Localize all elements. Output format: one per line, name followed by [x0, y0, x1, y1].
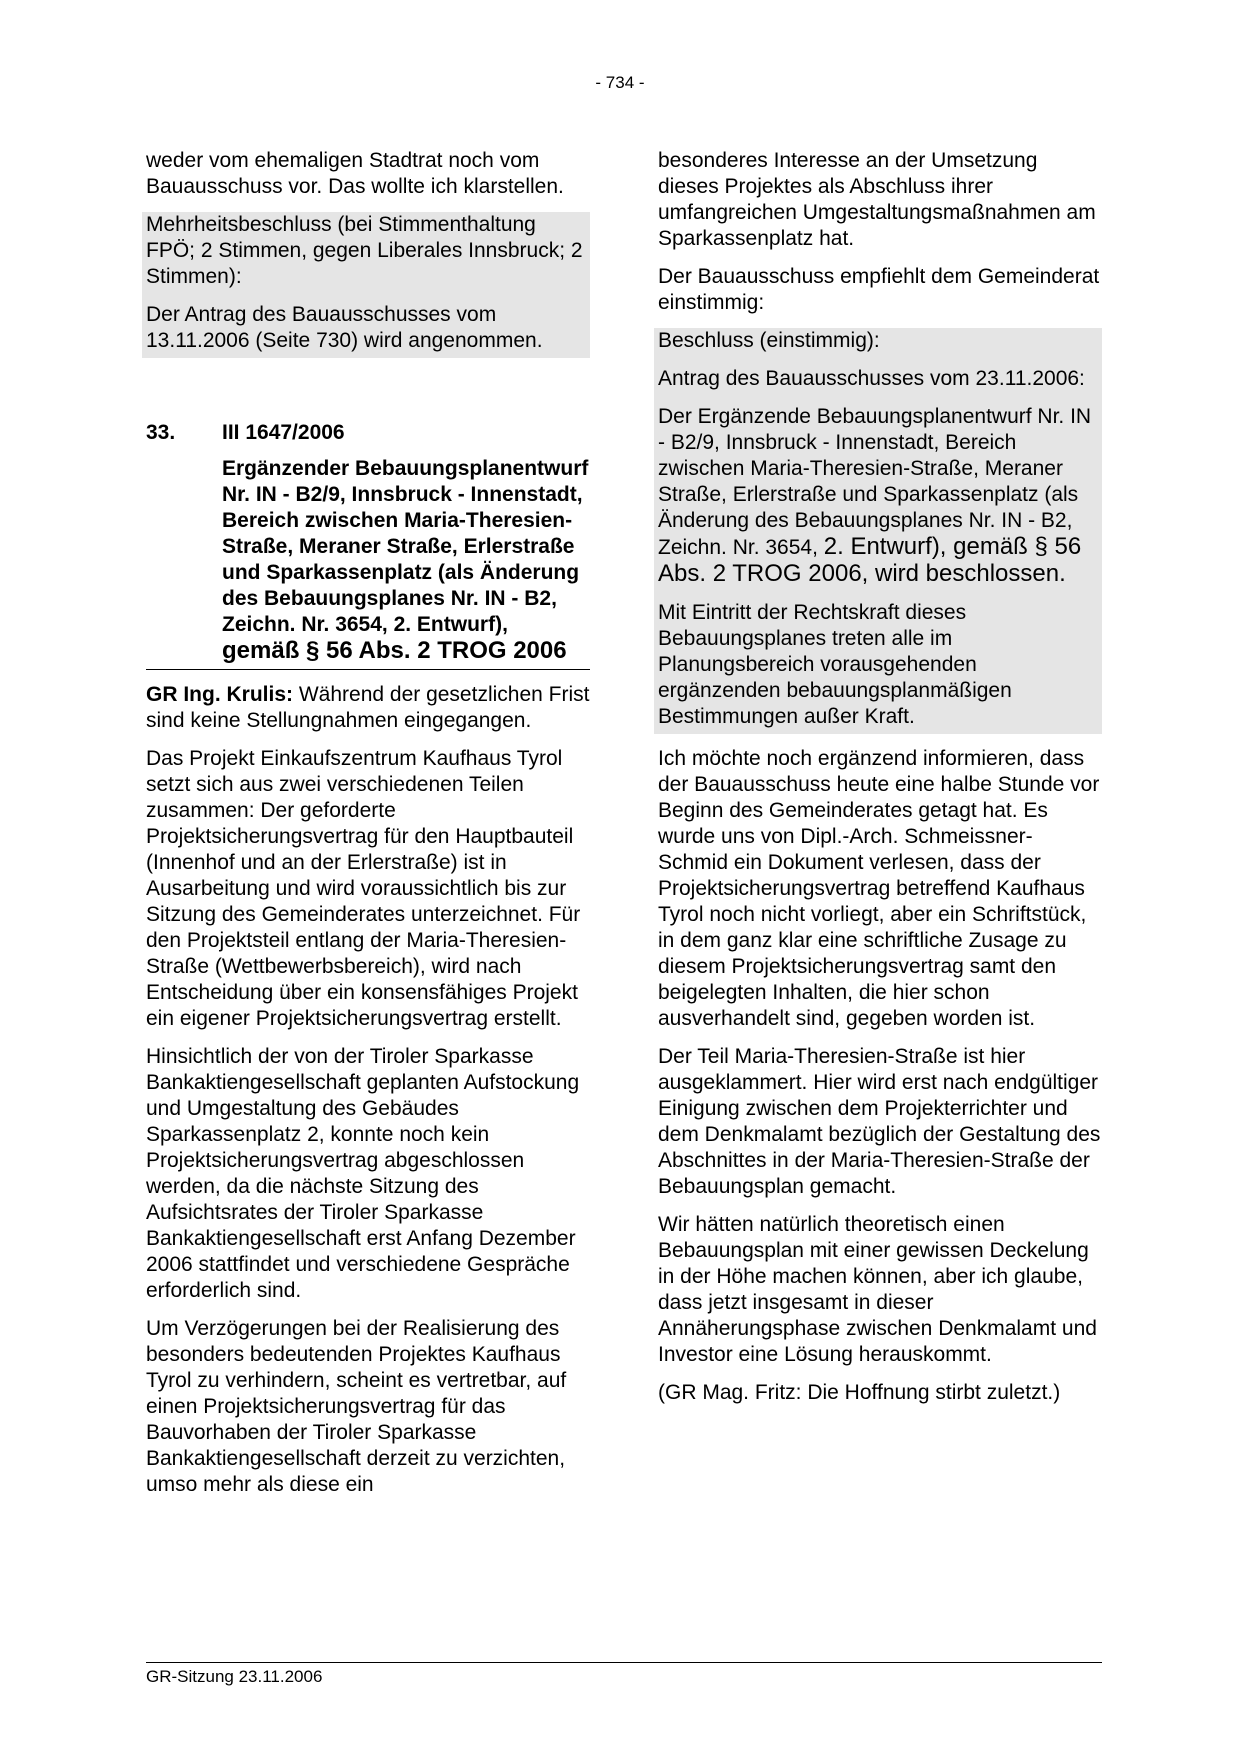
right-column — [658, 148, 1102, 1418]
agenda-code: III 1647/2006 — [222, 421, 345, 444]
decision-motion: Antrag des Bauausschusses vom 23.11.2006: — [658, 367, 1085, 390]
agenda-title — [222, 456, 590, 669]
decision-box — [654, 328, 1102, 734]
footer-session: GR-Sitzung 23.11.2006 — [146, 1667, 323, 1686]
agenda-title-main: Ergänzender Bebauungsplanentwurf Nr. IN - B2/9, Innsbruck - Innenstadt, Bereich zwischen Maria-Theresien-Straße, Meraner Straße, Erlerstraße und Sparkassenplatz (als Änderung des Bebauungsplanes Nr. IN - B2, Zeichn. Nr. 3654, 2. Entwurf), — [222, 457, 589, 636]
paragraph: Ich möchte noch ergänzend informieren, dass der Bauausschuss heute eine halbe Stunde vor Beginn des Gemeinderates getagt hat. Es wurde uns von Dipl.-Arch. Schmeissner-Schmid ein Dokument verlesen, dass der Projektsicherungsvertrag betreffend Kaufhaus Tyrol noch nicht vorliegt, aber ein Schriftstück, in dem ganz klar eine schriftliche Zusage zu diesem Projektsicherungsvertrag samt den beigelegten Inhalten, die hier schon ausverhandelt sind, gegeben worden ist. — [658, 747, 1100, 1030]
speaker-name: GR Ing. Krulis: — [146, 683, 293, 706]
resolution-box — [142, 212, 590, 358]
agenda-title-block — [146, 456, 590, 670]
paragraph: Der Teil Maria-Theresien-Straße ist hier ausgeklammert. Hier wird erst nach endgültiger Einigung zwischen dem Projekterrichter und dem Denkmalamt bezüglich der Gestaltung des Abschnittes in der Maria-Theresien-Straße der Bebauungsplan gemacht. — [658, 1045, 1101, 1198]
resolution-vote: Mehrheitsbeschluss (bei Stimmenthaltung FPÖ; 2 Stimmen, gegen Liberales Innsbruck; 2 Stimmen): — [146, 213, 583, 288]
decision-heading: Beschluss (einstimmig): — [658, 329, 880, 352]
paragraph: Der Bauausschuss empfiehlt dem Gemeinderat einstimmig: — [658, 265, 1100, 314]
agenda-number: 33. — [146, 421, 176, 444]
agenda-title-tail: gemäß § 56 Abs. 2 TROG 2006 — [222, 637, 567, 664]
paragraph: Wir hätten natürlich theoretisch einen Bebauungsplan mit einer gewissen Deckelung in der Höhe machen können, aber ich glaube, dass jetzt insgesamt in dieser Annäherungsphase zwischen Denkmalamt und Investor eine Lösung herauskommt. — [658, 1213, 1097, 1366]
left-column — [146, 148, 590, 1510]
speaker-text: Während der gesetzlichen Frist sind keine Stellungnahmen eingegangen. — [146, 683, 590, 732]
paragraph: weder vom ehemaligen Stadtrat noch vom Bauausschuss vor. Das wollte ich klarstellen. — [146, 149, 564, 198]
agenda-item-header — [146, 420, 590, 446]
decision-text-tail: 2. Entwurf), gemäß § 56 Abs. 2 TROG 2006, wird beschlossen. — [658, 533, 1082, 587]
decision-text — [658, 404, 1098, 600]
resolution-text: Der Antrag des Bauausschusses vom 13.11.2006 (Seite 730) wird angenommen. — [146, 303, 543, 352]
paragraph: Das Projekt Einkaufszentrum Kaufhaus Tyrol setzt sich aus zwei verschiedenen Teilen zusammen: Der geforderte Projektsicherungsvertrag für den Hauptbauteil (Innenhof und an der Erlerstraße) ist in Ausarbeitung und wird voraussichtlich bis zur Sitzung des Gemeinderates unterzeichnet. Für den Projektsteil entlang der Maria-Theresien-Straße (Wettbewerbsbereich), wird nach Entscheidung über ein konsensfähiges Projekt ein eigener Projektsicherungsvertrag erstellt. — [146, 747, 581, 1030]
paragraph: Um Verzögerungen bei der Realisierung des besonders bedeutenden Projektes Kaufhaus Tyrol zu verhindern, scheint es vertretbar, auf einen Projektsicherungsvertrag für das Bauvorhaben der Tiroler Sparkasse Bankaktiengesellschaft derzeit zu verzichten, umso mehr als diese ein — [146, 1317, 567, 1496]
page-number: - 734 - — [595, 73, 645, 92]
footer-divider — [146, 1662, 1102, 1663]
paragraph: Hinsichtlich der von der Tiroler Sparkasse Bankaktiengesellschaft geplanten Aufstockung und Umgestaltung des Gebäudes Sparkassenplatz 2, konnte noch kein Projektsicherungsvertrag abgeschlossen werden, da die nächste Sitzung des Aufsichtsrates der Tiroler Sparkasse Bankaktiengesellschaft erst Anfang Dezember 2006 stattfindet und verschiedene Gespräche erforderlich sind. — [146, 1045, 580, 1302]
decision-effect: Mit Eintritt der Rechtskraft dieses Bebauungsplanes treten alle im Planungsbereich vorausgehenden ergänzenden bebauungsplanmäßigen Bestimmungen außer Kraft. — [658, 601, 1012, 728]
speaker-paragraph — [146, 682, 590, 734]
paragraph: besonderes Interesse an der Umsetzung dieses Projektes als Abschluss ihrer umfangreichen Umgestaltungsmaßnahmen am Sparkassenplatz hat. — [658, 149, 1096, 250]
decision-text-main: Der Ergänzende Bebauungsplanentwurf Nr. IN - B2/9, Innsbruck - Innenstadt, Bereich zwischen Maria-Theresien-Straße, Meraner Straße, Erlerstraße und Sparkassenplatz (als Änderung des Bebauungsplanes Nr. IN - B2, Zeichn. Nr. 3654, — [658, 405, 1092, 559]
interjection: (GR Mag. Fritz: Die Hoffnung stirbt zuletzt.) — [658, 1381, 1061, 1404]
